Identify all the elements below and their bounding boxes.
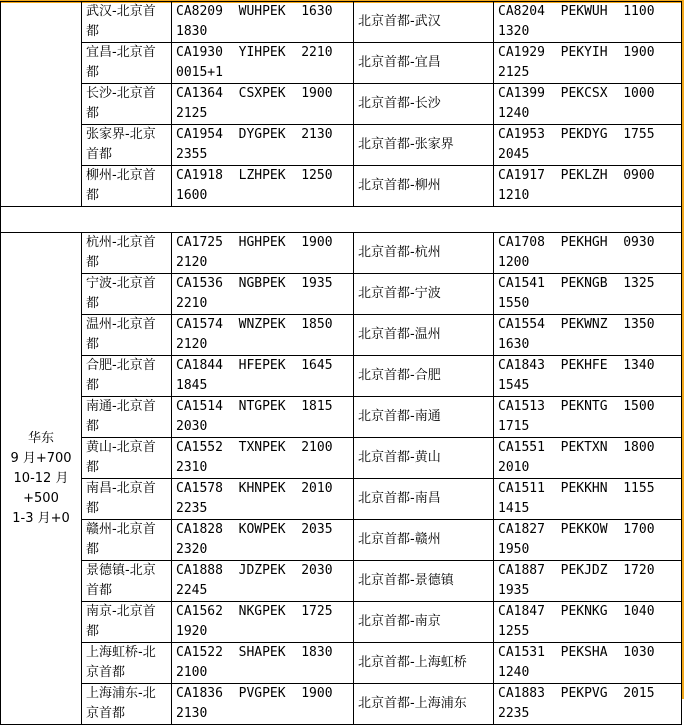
return-flight-cell: CA1843 PEKHFE 1340 1545 [494,356,682,397]
return-flight-cell: CA1887 PEKJDZ 1720 1935 [494,561,682,602]
flight-schedule-table [0,1,682,725]
return-flight-cell: CA8204 PEKWUH 1100 1320 [494,2,682,43]
route-cell: 宜昌-北京首都 [82,43,172,84]
return-route-cell: 北京首都-南京 [354,602,494,643]
route-cell: 武汉-北京首都 [82,2,172,43]
route-cell: 上海浦东-北京首都 [82,684,172,725]
route-cell: 上海虹桥-北京首都 [82,643,172,684]
flight-cell: CA8209 WUHPEK 1630 1830 [172,2,354,43]
flight-cell: CA1954 DYGPEK 2130 2355 [172,125,354,166]
schedule-body [1,2,682,725]
return-flight-cell: CA1551 PEKTXN 1800 2010 [494,438,682,479]
table-row [1,43,682,84]
table-row [1,356,682,397]
table-row [1,125,682,166]
table-row [1,315,682,356]
return-route-cell: 北京首都-上海浦东 [354,684,494,725]
flight-cell: CA1888 JDZPEK 2030 2245 [172,561,354,602]
region-cell [1,2,82,207]
table-row [1,166,682,207]
flight-cell: CA1552 TXNPEK 2100 2310 [172,438,354,479]
return-flight-cell: CA1929 PEKYIH 1900 2125 [494,43,682,84]
flight-cell: CA1364 CSXPEK 1900 2125 [172,84,354,125]
flight-cell: CA1562 NKGPEK 1725 1920 [172,602,354,643]
return-flight-cell: CA1847 PEKNKG 1040 1255 [494,602,682,643]
region-line: 10-12 月 [13,470,69,486]
return-route-cell: 北京首都-上海虹桥 [354,643,494,684]
table-row [1,479,682,520]
table-row [1,2,682,43]
table-row [1,561,682,602]
table-row [1,274,682,315]
return-route-cell: 北京首都-黄山 [354,438,494,479]
return-flight-cell: CA1399 PEKCSX 1000 1240 [494,84,682,125]
flight-cell: CA1930 YIHPEK 2210 0015+1 [172,43,354,84]
table-row [1,684,682,725]
flight-cell: CA1514 NTGPEK 1815 2030 [172,397,354,438]
flight-cell: CA1836 PVGPEK 1900 2130 [172,684,354,725]
region-cell [1,233,82,725]
region-line: +500 [23,490,59,506]
return-route-cell: 北京首都-长沙 [354,84,494,125]
flight-cell: CA1844 HFEPEK 1645 1845 [172,356,354,397]
return-flight-cell: CA1554 PEKWNZ 1350 1630 [494,315,682,356]
return-flight-cell: CA1708 PEKHGH 0930 1200 [494,233,682,274]
flight-cell: CA1522 SHAPEK 1830 2100 [172,643,354,684]
route-cell: 南京-北京首都 [82,602,172,643]
return-flight-cell: CA1917 PEKLZH 0900 1210 [494,166,682,207]
route-cell: 赣州-北京首都 [82,520,172,561]
flight-cell: CA1918 LZHPEK 1250 1600 [172,166,354,207]
flight-cell: CA1578 KHNPEK 2010 2235 [172,479,354,520]
return-flight-cell: CA1541 PEKNGB 1325 1550 [494,274,682,315]
return-flight-cell: CA1511 PEKKHN 1155 1415 [494,479,682,520]
return-route-cell: 北京首都-赣州 [354,520,494,561]
return-route-cell: 北京首都-南昌 [354,479,494,520]
return-flight-cell: CA1513 PEKNTG 1500 1715 [494,397,682,438]
return-flight-cell: CA1827 PEKKOW 1700 1950 [494,520,682,561]
return-flight-cell: CA1953 PEKDYG 1755 2045 [494,125,682,166]
table-row [1,84,682,125]
region-line: 1-3 月+0 [12,510,70,526]
table-row [1,438,682,479]
return-route-cell: 北京首都-景德镇 [354,561,494,602]
route-cell: 杭州-北京首都 [82,233,172,274]
return-route-cell: 北京首都-武汉 [354,2,494,43]
route-cell: 柳州-北京首都 [82,166,172,207]
region-line: 9 月+700 [10,450,72,466]
return-route-cell: 北京首都-宜昌 [354,43,494,84]
route-cell: 温州-北京首都 [82,315,172,356]
route-cell: 宁波-北京首都 [82,274,172,315]
region-line: 华东 [27,430,54,446]
return-route-cell: 北京首都-合肥 [354,356,494,397]
return-route-cell: 北京首都-杭州 [354,233,494,274]
table-row [1,602,682,643]
route-cell: 合肥-北京首都 [82,356,172,397]
group-separator-row [1,207,682,233]
flight-cell: CA1536 NGBPEK 1935 2210 [172,274,354,315]
flight-cell: CA1574 WNZPEK 1850 2120 [172,315,354,356]
return-route-cell: 北京首都-宁波 [354,274,494,315]
route-cell: 南昌-北京首都 [82,479,172,520]
flight-cell: CA1725 HGHPEK 1900 2120 [172,233,354,274]
table-row [1,397,682,438]
return-route-cell: 北京首都-南通 [354,397,494,438]
separator-cell [1,207,682,233]
table-row [1,643,682,684]
table-row [1,233,682,274]
flight-cell: CA1828 KOWPEK 2035 2320 [172,520,354,561]
route-cell: 张家界-北京首都 [82,125,172,166]
return-route-cell: 北京首都-柳州 [354,166,494,207]
route-cell: 景德镇-北京首都 [82,561,172,602]
route-cell: 黄山-北京首都 [82,438,172,479]
return-flight-cell: CA1531 PEKSHA 1030 1240 [494,643,682,684]
route-cell: 南通-北京首都 [82,397,172,438]
return-route-cell: 北京首都-张家界 [354,125,494,166]
table-row [1,520,682,561]
return-route-cell: 北京首都-温州 [354,315,494,356]
route-cell: 长沙-北京首都 [82,84,172,125]
return-flight-cell: CA1883 PEKPVG 2015 2235 [494,684,682,725]
